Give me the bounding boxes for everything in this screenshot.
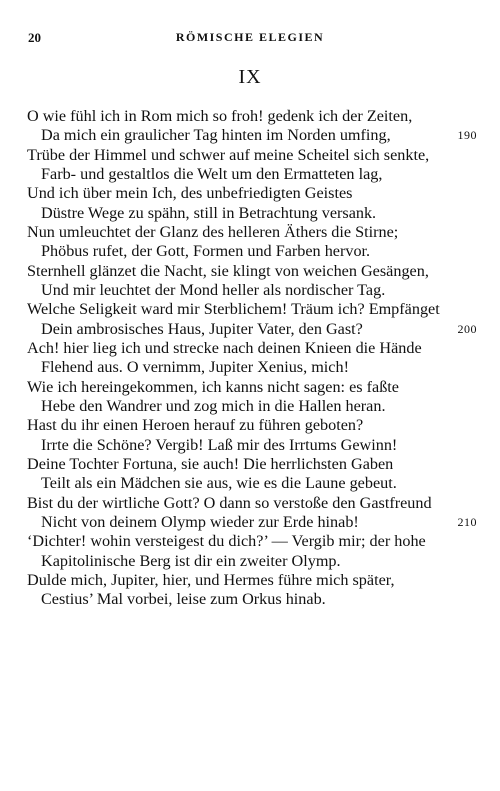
- section-title: IX: [238, 66, 262, 88]
- verse-text: Teilt als ein Mädchen sie aus, wie es die Laune gebeut.: [41, 474, 397, 493]
- poem-body: [27, 107, 477, 610]
- verse-line: [27, 204, 477, 223]
- verse-text: Sternhell glänzet die Nacht, sie klingt von weichen Gesängen,: [27, 261, 429, 280]
- verse-line: [27, 339, 477, 358]
- verse-text: Hebe den Wandrer und zog mich in die Hallen heran.: [41, 396, 386, 415]
- verse-line: [27, 436, 477, 455]
- verse-text: Nicht von deinem Olymp wieder zur Erde hinab!: [41, 512, 359, 531]
- verse-text: Nun umleuchtet der Glanz des helleren Äthers die Stirne;: [27, 222, 399, 241]
- verse-text: ‘Dichter! wohin versteigest du dich?’ — Vergib mir; der hohe: [27, 532, 426, 551]
- verse-text: Ach! hier lieg ich und strecke nach deinen Knieen die Hände: [27, 338, 422, 357]
- verse-text: Cestius’ Mal vorbei, leise zum Orkus hinab.: [41, 590, 326, 609]
- verse-line: [27, 513, 477, 532]
- verse-text: Düstre Wege zu spähn, still in Betrachtung versank.: [41, 203, 377, 222]
- verse-line: [27, 590, 477, 609]
- verse-line: [27, 165, 477, 184]
- verse-text: Wie ich hereingekommen, ich kanns nicht sagen: es faßte: [27, 377, 399, 396]
- verse-line: [27, 262, 477, 281]
- verse-text: Und mir leuchtet der Mond heller als nordischer Tag.: [41, 280, 386, 299]
- verse-line: [27, 281, 477, 300]
- verse-text: O wie fühl ich in Rom mich so froh! gedenk ich der Zeiten,: [27, 107, 413, 125]
- running-title: RÖMISCHE ELEGIEN: [175, 30, 325, 44]
- verse-line: [27, 320, 477, 339]
- verse-line: [27, 474, 477, 493]
- verse-text: Kapitolinische Berg ist dir ein zweiter Olymp.: [41, 551, 341, 570]
- verse-text: Dulde mich, Jupiter, hier, und Hermes führe mich später,: [27, 570, 395, 589]
- verse-line: [27, 494, 477, 513]
- verse-line: [27, 126, 477, 145]
- verse-line: [27, 552, 477, 571]
- verse-text: Dein ambrosisches Haus, Jupiter Vater, den Gast?: [41, 319, 363, 338]
- verse-line: [27, 242, 477, 261]
- verse-text: Phöbus rufet, der Gott, Formen und Farben hervor.: [41, 242, 371, 261]
- verse-line: [27, 223, 477, 242]
- verse-text: Flehend aus. O vernimm, Jupiter Xenius, mich!: [41, 358, 349, 377]
- verse-text: Trübe der Himmel und schwer auf meine Scheitel sich senkte,: [27, 145, 430, 164]
- verse-text: Bist du der wirtliche Gott? O dann so verstoße den Gastfreund: [27, 493, 432, 512]
- verse-text: Da mich ein graulicher Tag hinten im Norden umfing,: [41, 126, 391, 145]
- verse-text: Deine Tochter Fortuna, sie auch! Die herrlichsten Gaben: [27, 454, 394, 473]
- verse-text: Farb- und gestaltlos die Welt um den Ermatteten lag,: [41, 164, 383, 183]
- page-number: 20: [28, 30, 41, 45]
- verse-line: [27, 107, 477, 126]
- verse-text: Irrte die Schöne? Vergib! Laß mir des Irrtums Gewinn!: [41, 435, 398, 454]
- verse-line: [27, 146, 477, 165]
- verse-line: [27, 571, 477, 590]
- verse-line: [27, 455, 477, 474]
- verse-line: [27, 358, 477, 377]
- verse-text: Und ich über mein Ich, des unbefriedigten Geistes: [27, 184, 353, 203]
- verse-text: Welche Seligkeit ward mir Sterblichem! Träum ich? Empfänget: [27, 300, 440, 319]
- verse-text: Hast du ihr einen Heroen herauf zu führen geboten?: [27, 416, 364, 435]
- verse-line: [27, 184, 477, 203]
- line-number: 190: [457, 128, 477, 143]
- verse-line: [27, 300, 477, 319]
- verse-line: [27, 378, 477, 397]
- line-number: 200: [457, 321, 477, 336]
- verse-line: [27, 416, 477, 435]
- verse-line: [27, 532, 477, 551]
- line-number: 210: [457, 514, 477, 529]
- verse-line: [27, 397, 477, 416]
